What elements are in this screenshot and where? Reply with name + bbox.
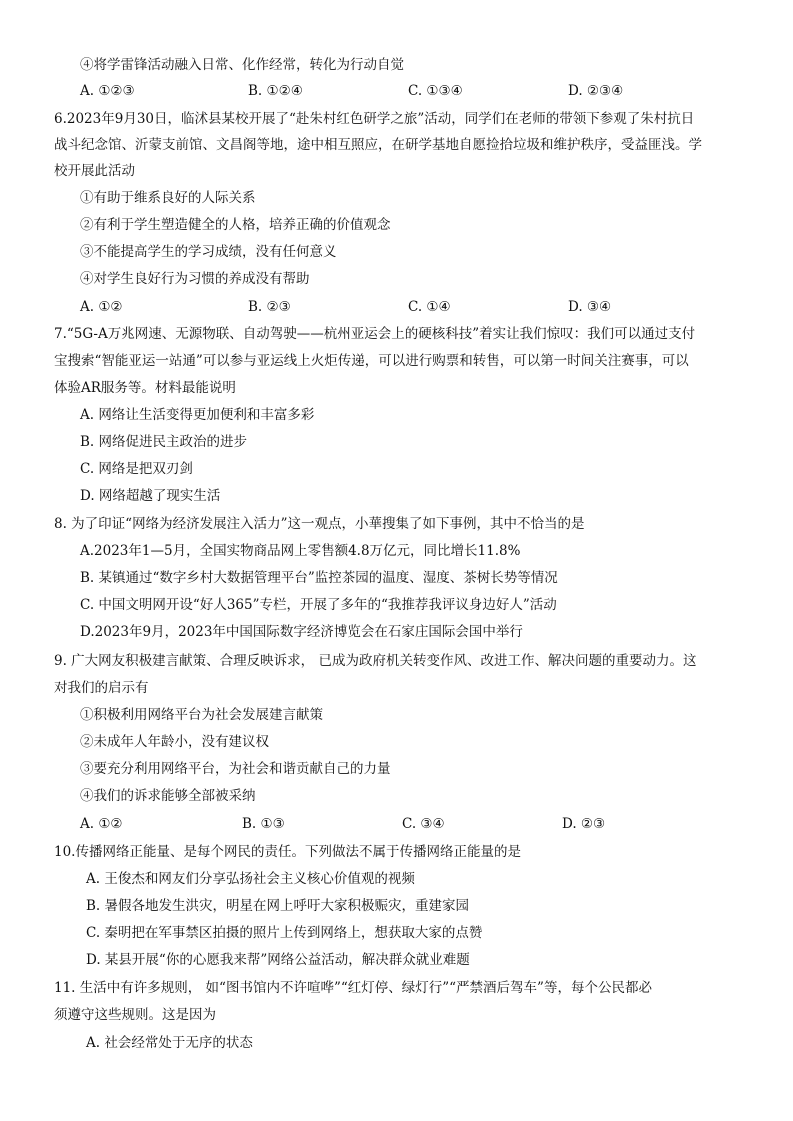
q11-stem-line-2: 须遵守这些规则。这是因为 bbox=[54, 1007, 216, 1023]
q5-item-4: ④将学雷锋活动融入日常、化作经常，转化为行动自觉 bbox=[80, 57, 404, 73]
q7-stem-line-1: 7.“5G-A万兆网速、无源物联、自动驾驶——杭州亚运会上的硬核科技”着实让我们惊叹：我们可以通过支付 bbox=[54, 326, 696, 342]
q9-option-a: A. ①② bbox=[80, 816, 123, 832]
q9-item-2: ②未成年人年龄小，没有建议权 bbox=[80, 734, 269, 750]
q9-stem-line-1: 9. 广大网友积极建言献策、合理反映诉求， 已成为政府机关转变作风、改进工作、解决问题的重要动力。这 bbox=[54, 653, 697, 669]
q6-option-d: D. ③④ bbox=[568, 299, 612, 315]
q6-stem-line-1: 6.2023年9月30日，临沭县某校开展了“赴朱村红色研学之旅”活动，同学们在老师的带领下参观了朱村抗日 bbox=[54, 111, 695, 127]
q7-stem-line-2: 宝搜索“智能亚运一站通”可以参与亚运线上火炬传递，可以进行购票和转售，可以第一时间关注赛事，可以 bbox=[54, 353, 689, 369]
q7-option-a: A. 网络让生活变得更加便利和丰富多彩 bbox=[80, 407, 315, 423]
q8-option-b: B. 某镇通过“数字乡村大数据管理平台”监控茶园的温度、湿度、茶树长势等情况 bbox=[80, 570, 558, 586]
q5-option-d: D. ②③④ bbox=[568, 83, 624, 99]
q9-item-1: ①积极利用网络平台为社会发展建言献策 bbox=[80, 707, 323, 723]
q10-option-b: B. 暑假各地发生洪灾，明星在网上呼吁大家积极赈灾，重建家园 bbox=[86, 898, 470, 914]
q8-option-c: C. 中国文明网开设“好人365”专栏，开展了多年的“我推荐我评议身边好人”活动 bbox=[80, 597, 557, 613]
q6-item-2: ②有利于学生塑造健全的人格，培养正确的价值观念 bbox=[80, 217, 391, 233]
q6-stem-line-2: 战斗纪念馆、沂蒙支前馆、文昌阁等地，途中相互照应，在研学基地自愿捡拾垃圾和维护秩序，受益匪浅。学 bbox=[54, 137, 702, 153]
q7-stem-line-3: 体验AR服务等。材料最能说明 bbox=[54, 380, 236, 396]
q8-option-d: D.2023年9月，2023年中国国际数字经济博览会在石家庄国际会国中举行 bbox=[80, 624, 523, 640]
q10-stem-line-1: 10.传播网络正能量、是每个网民的责任。下列做法不属于传播网络正能量的是 bbox=[54, 844, 521, 860]
q10-option-c: C. 秦明把在军事禁区拍摄的照片上传到网络上，想获取大家的点赞 bbox=[86, 925, 483, 941]
q9-option-c: C. ③④ bbox=[402, 816, 445, 832]
q5-option-b: B. ①②④ bbox=[248, 83, 303, 99]
q10-option-a: A. 王俊杰和网友们分享弘扬社会主义核心价值观的视频 bbox=[86, 871, 415, 887]
q11-stem-line-1: 11. 生活中有许多规则， 如“图书馆内不许喧哗”“红灯停、绿灯行”“严禁酒后驾车”等，每个公民都必 bbox=[54, 980, 652, 996]
q8-stem-line-1: 8. 为了印证“网络为经济发展注入活力”这一观点，小華搜集了如下事例，其中不恰当的是 bbox=[54, 516, 585, 532]
q6-item-4: ④对学生良好行为习惯的养成没有帮助 bbox=[80, 271, 310, 287]
q10-option-d: D. 某县开展“你的心愿我来帮”网络公益活动，解决群众就业难题 bbox=[86, 952, 470, 968]
q9-option-d: D. ②③ bbox=[562, 816, 606, 832]
q9-option-b: B. ①③ bbox=[242, 816, 285, 832]
q6-item-1: ①有助于维系良好的人际关系 bbox=[80, 190, 256, 206]
q6-stem-line-3: 校开展此活动 bbox=[54, 163, 135, 179]
q7-option-b: B. 网络促进民主政治的进步 bbox=[80, 434, 248, 450]
q7-option-d: D. 网络超越了现实生活 bbox=[80, 488, 221, 504]
q9-item-3: ③要充分利用网络平台，为社会和谐贡献自己的力量 bbox=[80, 761, 391, 777]
q6-option-a: A. ①② bbox=[80, 299, 123, 315]
q5-option-c: C. ①③④ bbox=[408, 83, 463, 99]
q11-option-a: A. 社会经常处于无序的状态 bbox=[86, 1035, 253, 1051]
q8-option-a: A.2023年1—5月，全国实物商品网上零售额4.8万亿元，同比增长11.8% bbox=[80, 543, 521, 559]
q5-option-a: A. ①②③ bbox=[80, 83, 135, 99]
q6-option-c: C. ①④ bbox=[408, 299, 451, 315]
q9-stem-line-2: 对我们的启示有 bbox=[54, 680, 149, 696]
q6-option-b: B. ②③ bbox=[248, 299, 291, 315]
q7-option-c: C. 网络是把双刃剑 bbox=[80, 461, 193, 477]
q9-item-4: ④我们的诉求能够全部被采纳 bbox=[80, 788, 256, 804]
q6-item-3: ③不能提高学生的学习成绩，没有任何意义 bbox=[80, 244, 337, 260]
